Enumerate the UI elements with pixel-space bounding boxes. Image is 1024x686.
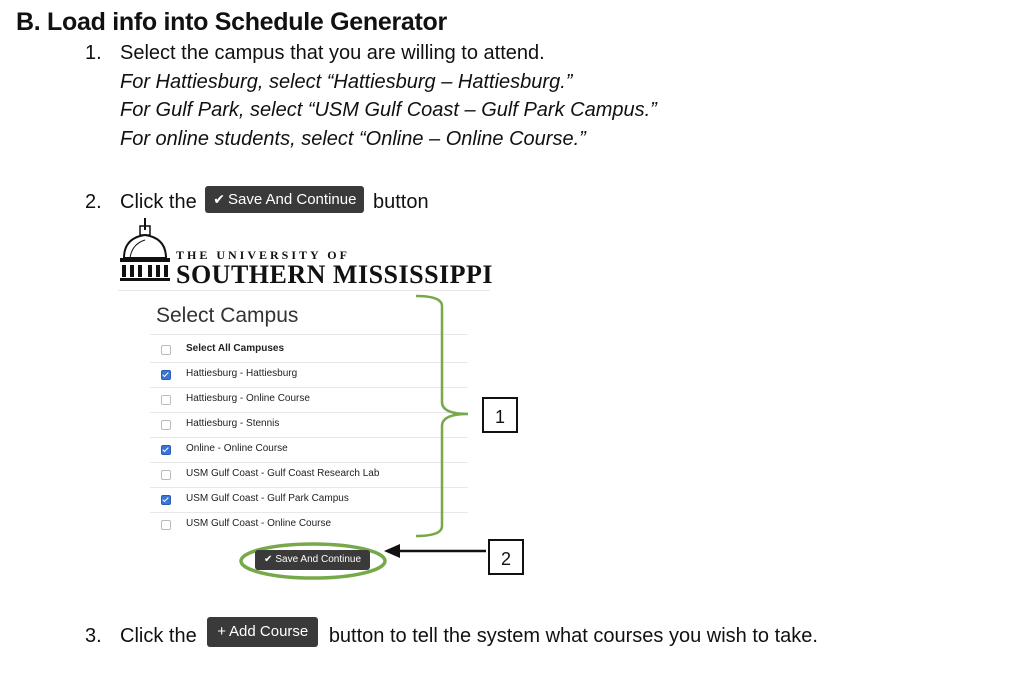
button-label: Save And Continue [228, 191, 357, 209]
step-text-after: button to tell the system what courses you wish to take. [328, 625, 818, 647]
arrow-head-icon [384, 544, 400, 558]
button-label: Save And Continue [275, 554, 362, 565]
note-gulf-park: For Gulf Park, select “USM Gulf Coast – Gulf Park Campus.” [120, 99, 657, 121]
campus-label: Select All Campuses [186, 343, 285, 354]
check-icon: ✔ [264, 554, 273, 565]
save-and-continue-button[interactable] [255, 550, 370, 570]
callout-1: 1 [482, 397, 518, 433]
callout-2: 2 [488, 539, 524, 575]
note-online: For online students, select “Online – Online Course.” [120, 128, 586, 150]
campus-label: Hattiesburg - Hattiesburg [186, 368, 298, 379]
step-text-after: button [373, 191, 429, 213]
step-text [120, 622, 818, 648]
logo-line-1: THE UNIVERSITY OF [176, 248, 350, 262]
step-text-before: Click the [120, 191, 197, 213]
campus-label: Hattiesburg - Stennis [186, 418, 280, 429]
step-text: Select the campus that you are willing to attend. [120, 42, 545, 64]
section-heading: B. Load info into Schedule Generator [16, 8, 447, 36]
campus-label: USM Gulf Coast - Online Course [186, 518, 332, 529]
logo-line-2: SOUTHERN MISSISSIPPI [176, 260, 494, 289]
campus-label: USM Gulf Coast - Gulf Park Campus [186, 493, 349, 504]
add-course-sample-button [207, 617, 318, 647]
campus-label: Online - Online Course [186, 443, 288, 454]
check-icon: ✔ [213, 191, 225, 208]
bracket-shape [416, 296, 468, 536]
step-number: 2. [85, 191, 102, 213]
note-hattiesburg: For Hattiesburg, select “Hattiesburg – Hattiesburg.” [120, 71, 573, 93]
panel-save-wrap [255, 550, 370, 570]
campus-label: USM Gulf Coast - Gulf Coast Research Lab [186, 468, 380, 479]
step-text-before: Click the [120, 625, 197, 647]
step-number: 3. [85, 625, 102, 647]
campus-label: Hattiesburg - Online Course [186, 393, 310, 404]
step-number: 1. [85, 42, 102, 64]
plus-icon: + [217, 622, 227, 640]
button-label: Add Course [229, 622, 309, 640]
select-campus-title: Select Campus [156, 304, 299, 327]
